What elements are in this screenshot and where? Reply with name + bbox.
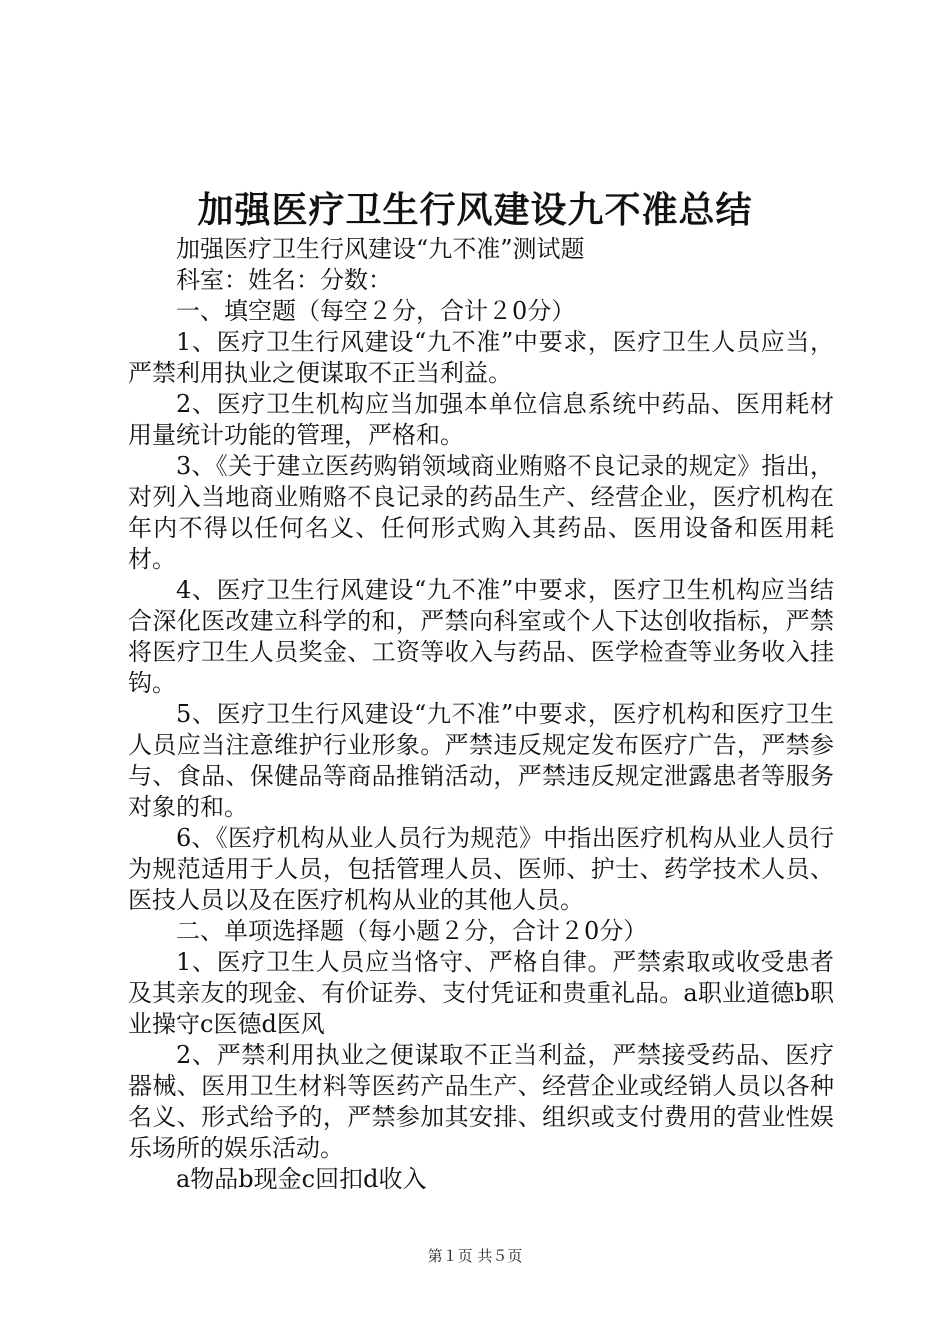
question-paragraph: 2、严禁利用执业之便谋取不正当利益，严禁接受药品、医疗器械、医用卫生材料等医药产品生产、经营企业或经销人员以各种名义、形式给予的，严禁参加其安排、组织或支付费用的营业性娱乐场所的娱乐活动。 (128, 1041, 834, 1162)
question-paragraph: 1、医疗卫生人员应当恪守、严格自律。严禁索取或收受患者及其亲友的现金、有价证券、支付凭证和贵重礼品。a职业道德b职业操守c医德d医风 (128, 948, 834, 1038)
info-line-paragraph: 科室：姓名：分数： (176, 266, 392, 294)
question-paragraph: 3、《关于建立医药购销领域商业贿赂不良记录的规定》指出，对列入当地商业贿赂不良记录的药品生产、经营企业，医疗机构在年内不得以任何名义、任何形式购入其药品、医用设备和医用耗材。 (128, 452, 834, 573)
document-title: 加强医疗卫生行风建设九不准总结 (197, 189, 753, 231)
document-body (128, 234, 834, 1195)
question-paragraph: 5、医疗卫生行风建设“九不准”中要求，医疗机构和医疗卫生人员应当注意维护行业形象。严禁违反规定发布医疗广告，严禁参与、食品、保健品等商品推销活动，严禁违反规定泄露患者等服务对象的和。 (128, 700, 834, 821)
question-paragraph: 2、医疗卫生机构应当加强本单位信息系统中药品、医用耗材用量统计功能的管理，严格和。 (128, 390, 834, 449)
question-paragraph: 6、《医疗机构从业人员行为规范》中指出医疗机构从业人员行为规范适用于人员，包括管理人员、医师、护士、药学技术人员、医技人员以及在医疗机构从业的其他人员。 (128, 824, 834, 914)
question-paragraph: 4、医疗卫生行风建设“九不准”中要求，医疗卫生机构应当结合深化医改建立科学的和，严禁向科室或个人下达创收指标，严禁将医疗卫生人员奖金、工资等收入与药品、医学检查等业务收入挂钩。 (128, 576, 834, 697)
subtitle-paragraph: 加强医疗卫生行风建设“九不准”测试题 (176, 235, 585, 263)
question-paragraph: 1、医疗卫生行风建设“九不准”中要求，医疗卫生人员应当，严禁利用执业之便谋取不正当利益。 (128, 328, 834, 387)
section-heading-single-choice: 二、单项选择题（每小题２分，合计２0分） (176, 917, 648, 945)
section-heading-fill-blank: 一、填空题（每空２分，合计２0分） (176, 297, 576, 325)
page-footer: 第１页 共５页 (427, 1247, 523, 1265)
answer-options-paragraph: a物品b现金c回扣d收入 (176, 1165, 427, 1193)
